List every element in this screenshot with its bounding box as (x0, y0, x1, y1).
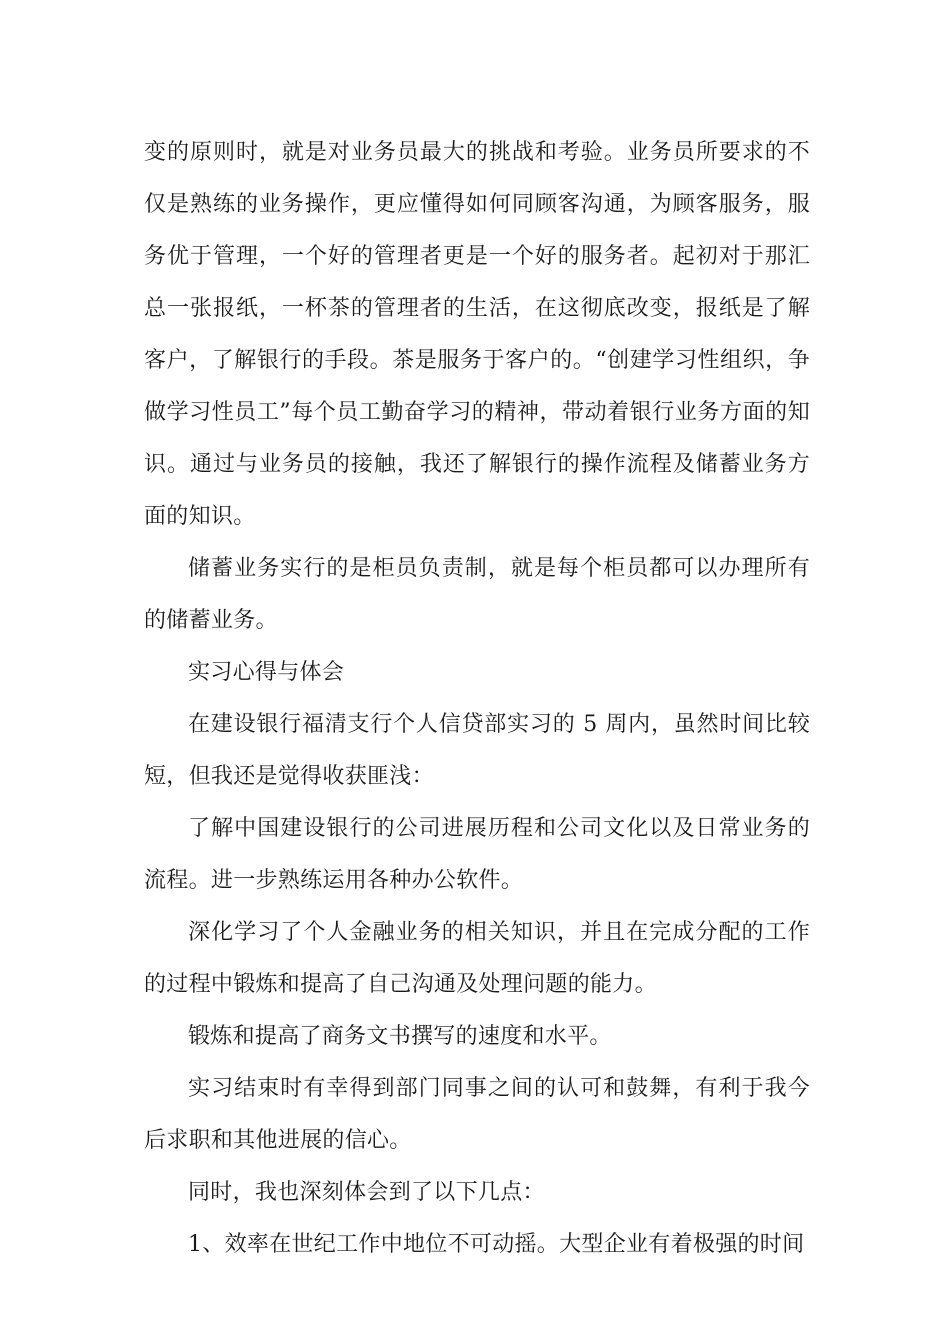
paragraph-writing-skills: 锻炼和提高了商务文书撰写的速度和水平。 (188, 1024, 612, 1049)
paragraph-company-history: 了解中国建设银行的公司进展历程和公司文化以及日常业务的流程。进一步熟练运用各种办公软件。 (144, 816, 810, 893)
document-page (144, 127, 810, 1271)
paragraph-savings-business: 储蓄业务实行的是柜员负责制，就是每个柜员都可以办理所有的储蓄业务。 (144, 556, 810, 633)
paragraph-lessons-intro: 同时，我也深刻体会到了以下几点： (188, 1180, 545, 1205)
paragraph-finance-knowledge: 深化学习了个人金融业务的相关知识，并且在完成分配的工作的过程中锻炼和提高了自己沟通及处理问题的能力。 (144, 920, 810, 997)
paragraph-efficiency: 1、效率在世纪工作中地位不可动摇。大型企业有着极强的时间 (188, 1232, 805, 1257)
section-heading: 实习心得与体会 (188, 660, 345, 685)
paragraph-continuation: 变的原则时，就是对业务员最大的挑战和考验。业务员所要求的不仅是熟练的业务操作，更应懂得如何同顾客沟通，为顾客服务，服务优于管理，一个好的管理者更是一个好的服务者。起初对于那汇总一张报纸，一杯茶的管理者的生活，在这彻底改变，报纸是了解客户，了解银行的手段。茶是服务于客户的。“创建学习性组织，争做学习性员工”每个员工勤奋学习的精神，带动着银行业务方面的知识。通过与业务员的接触，我还了解银行的操作流程及储蓄业务方面的知识。 (144, 140, 810, 529)
paragraph-internship-intro: 在建设银行福清支行个人信贷部实习的 5 周内，虽然时间比较短，但我还是觉得收获匪浅： (144, 712, 810, 789)
paragraph-recognition: 实习结束时有幸得到部门同事之间的认可和鼓舞，有利于我今后求职和其他进展的信心。 (144, 1076, 810, 1153)
